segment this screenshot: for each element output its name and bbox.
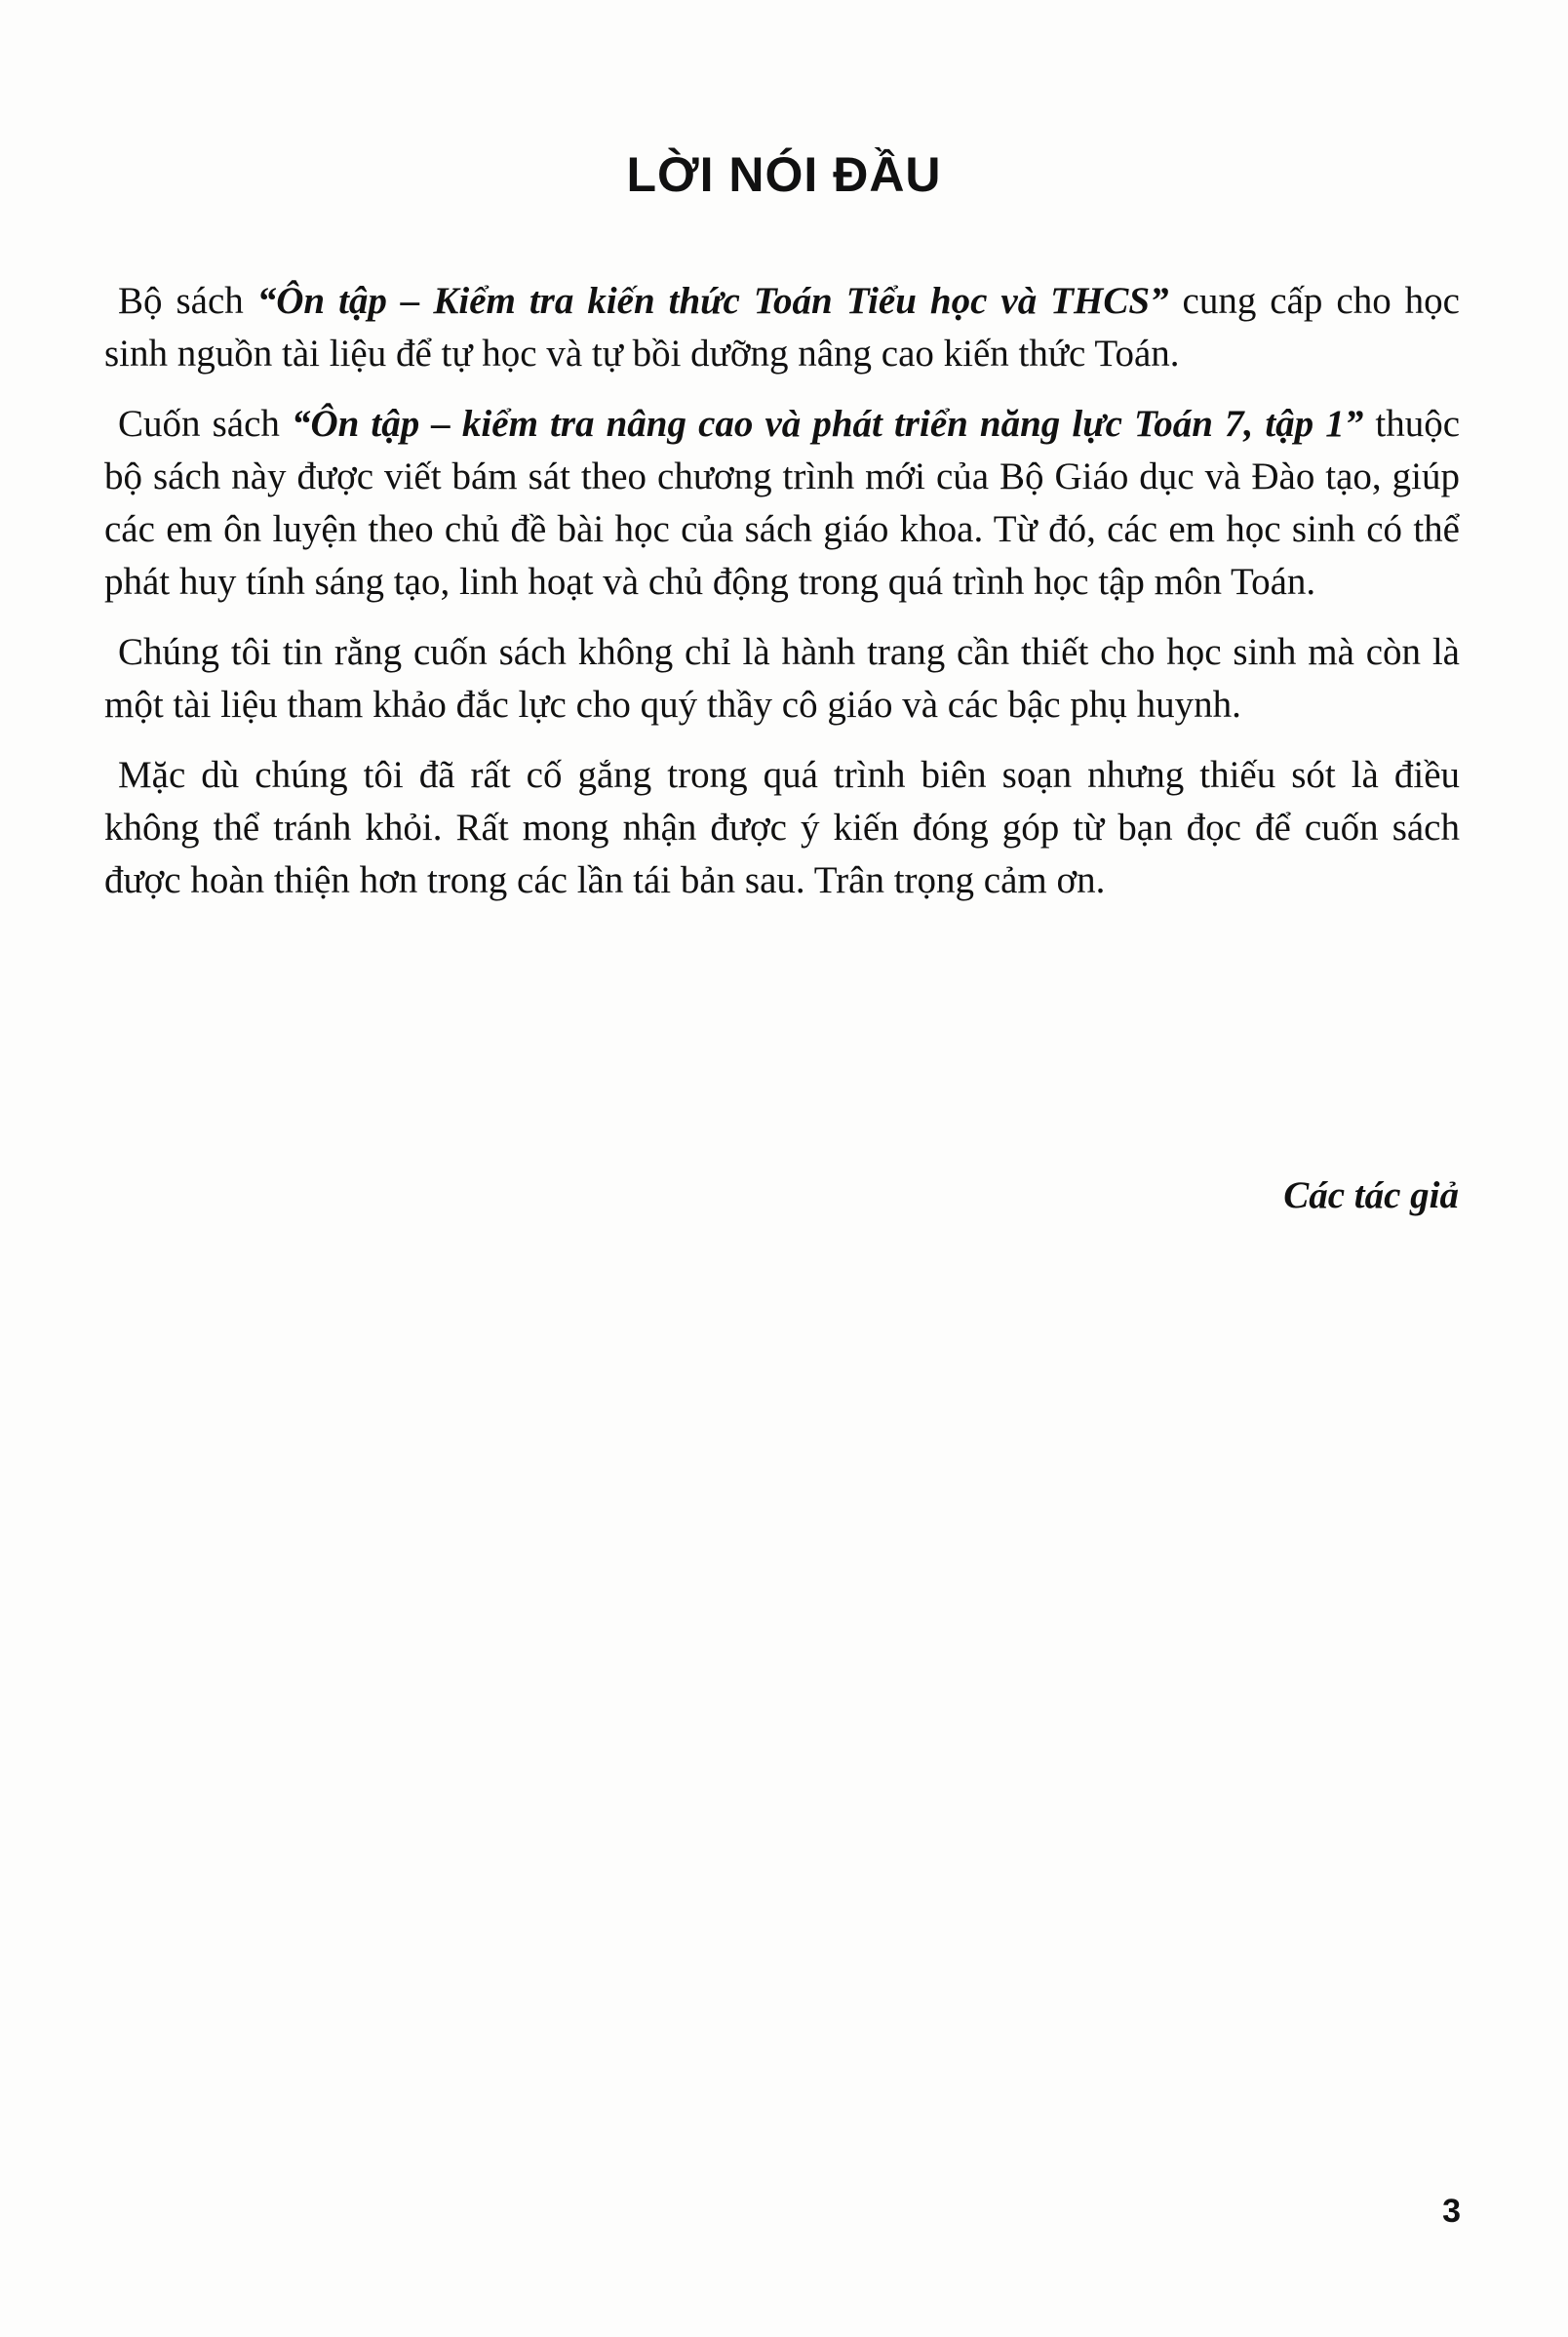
- paragraph-4: [104, 749, 1460, 907]
- preface-body: [104, 275, 1460, 925]
- signature: Các tác giả: [1283, 1174, 1459, 1216]
- paragraph-2-text-end: thuộc bộ sách này được viết bám sát theo chương trình mới của Bộ Giáo dục và Đào tạo, giúp các em ôn luyện theo chủ đề bài học của sách giáo khoa. Từ đó, các em học sinh có thể phát huy tính sáng tạo, linh hoạt và chủ động trong quá trình học tập môn Toán.: [104, 403, 1460, 603]
- paragraph-1: [104, 275, 1460, 380]
- page-title: LỜI NÓI ĐẦU: [626, 147, 942, 202]
- page-number: 3: [1442, 2193, 1461, 2230]
- paragraph-1-text-end: cung cấp cho học sinh nguồn tài liệu để tự học và tự bồi dưỡng nâng cao kiến thức Toán.: [104, 280, 1460, 375]
- paragraph-1-text: Bộ sách: [118, 280, 257, 322]
- paragraph-4-text: Mặc dù chúng tôi đã rất cố gắng trong quá trình biên soạn nhưng thiếu sót là điều không thể tránh khỏi. Rất mong nhận được ý kiến đóng góp từ bạn đọc để cuốn sách được hoàn thiện hơn trong các lần tái bản sau. Trân trọng cảm ơn.: [104, 754, 1460, 901]
- paragraph-2-text: Cuốn sách: [118, 403, 292, 445]
- series-title: “Ôn tập – Kiểm tra kiến thức Toán Tiểu học và THCS”: [256, 280, 1169, 322]
- paragraph-3-text: Chúng tôi tin rằng cuốn sách không chỉ là hành trang cần thiết cho học sinh mà còn là một tài liệu tham khảo đắc lực cho quý thầy cô giáo và các bậc phụ huynh.: [104, 631, 1460, 726]
- paragraph-2: [104, 398, 1460, 609]
- book-title: “Ôn tập – kiểm tra nâng cao và phát triển năng lực Toán 7, tập 1”: [291, 403, 1364, 445]
- paragraph-3: [104, 626, 1460, 732]
